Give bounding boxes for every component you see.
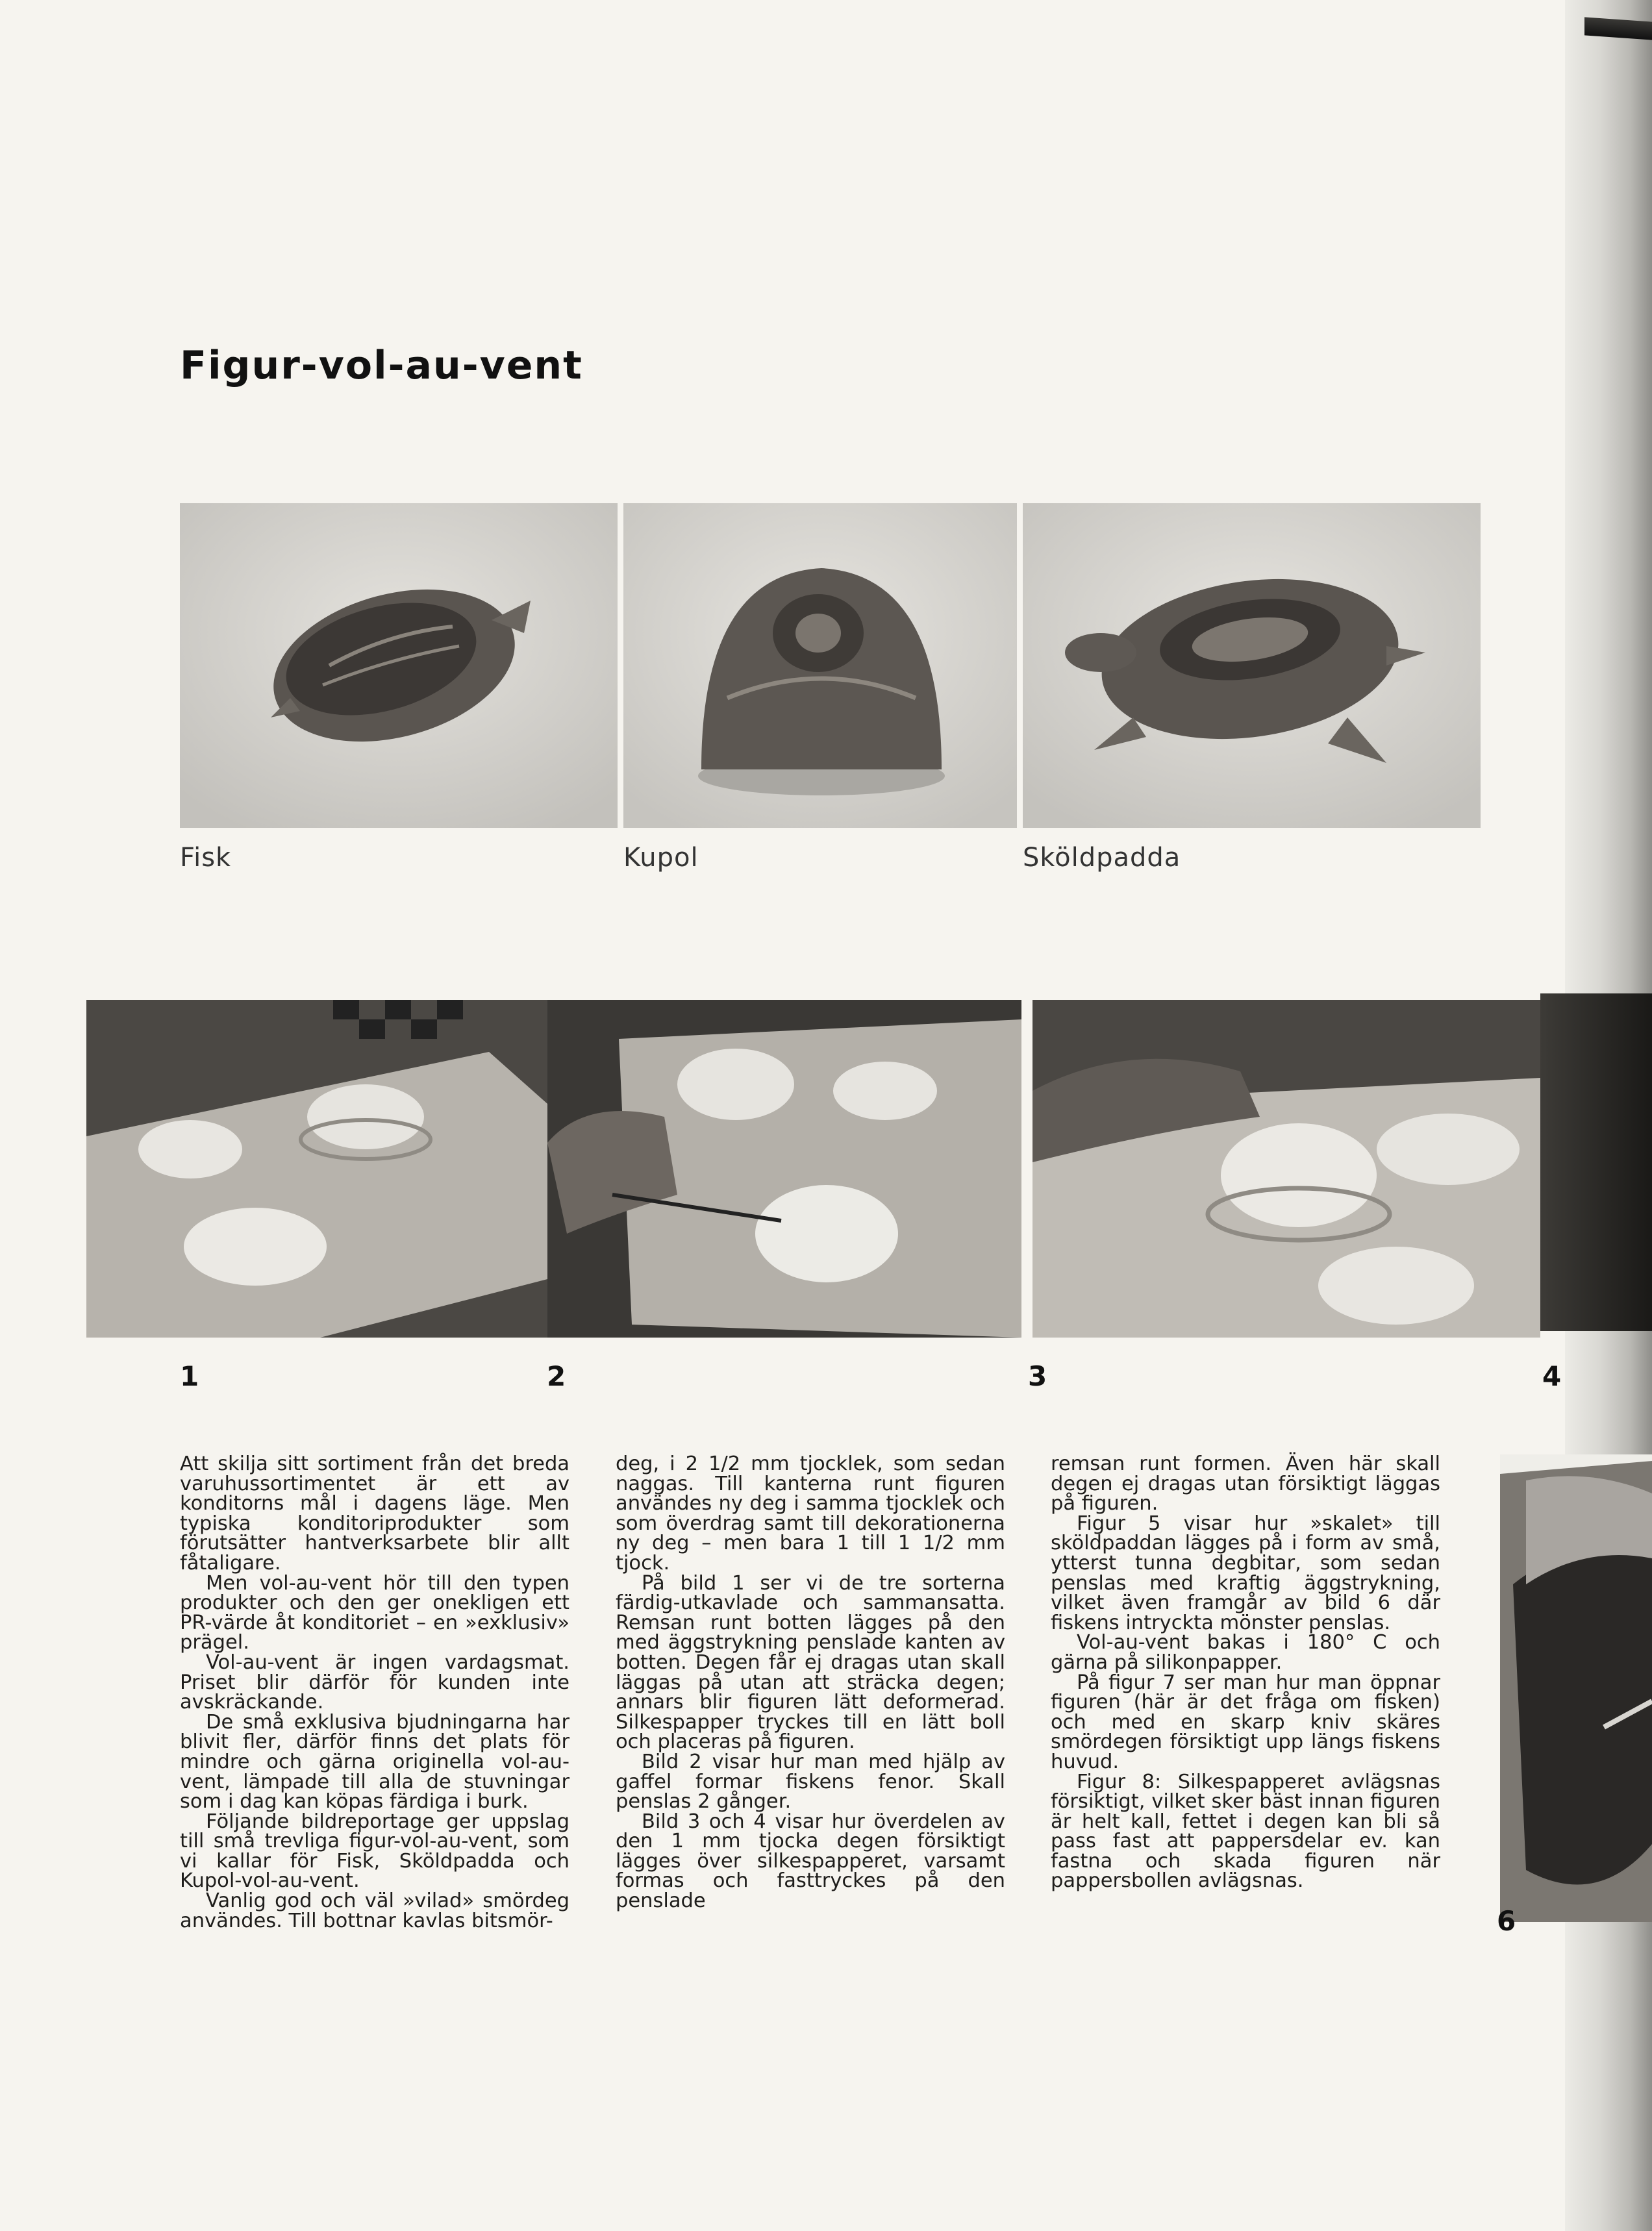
paragraph: Bild 3 och 4 visar hur överdelen av den 1 mm tjocka degen försiktigt lägges över silkespapperet, varsamt formas och fasttryckes på den penslade [616, 1810, 1005, 1913]
step-photo-4-edge [1540, 993, 1652, 1331]
step-number-2: 2 [547, 1360, 566, 1392]
paragraph: Bild 2 visar hur man med hjälp av gaffel formar fiskens fenor. Skall penslas 2 gånger. [616, 1750, 1005, 1813]
figure-number-6: 6 [1497, 1905, 1516, 1937]
step-number-3: 3 [1028, 1360, 1047, 1392]
text-column-1 [180, 1454, 569, 1931]
paragraph: Följande bildreportage ger uppslag till små trevliga figur-vol-au-vent, som vi kallar för Fisk, Sköldpadda och Kupol-vol-au-vent. [180, 1810, 569, 1893]
caption-kupol: Kupol [623, 843, 699, 873]
paragraph: Vol-au-vent bakas i 180° C och gärna på silikonpapper. [1051, 1631, 1440, 1674]
paragraph: Vol-au-vent är ingen vardagsmat. Priset blir därför för kunden inte avskräckande. [180, 1651, 569, 1714]
photo-skoldpadda [1023, 503, 1481, 828]
article-title: Figur-vol-au-vent [180, 343, 583, 388]
paragraph: Vanlig god och väl »vilad» smördeg användes. Till bottnar kavlas bitsmör- [180, 1889, 569, 1932]
edge-photo-6 [1500, 1454, 1652, 1922]
paragraph: Figur 8: Silkespapperet avlägsnas försiktigt, vilket sker bäst innan figuren är helt kall, fettet i degen kan bli så pass fast att pappersdelar ev. kan fastna och skada figuren när pappersbollen avlägsnas. [1051, 1770, 1440, 1893]
step-photo-2 [547, 1000, 1021, 1338]
photo-kupol [623, 503, 1017, 828]
step-photo-3 [1032, 1000, 1540, 1338]
paragraph: Men vol-au-vent hör till den typen produkter och den ger onekligen ett PR-värde åt konditoriet – en »exklusiv» prägel. [180, 1571, 569, 1654]
paragraph: På figur 7 ser man hur man öppnar figuren (här är det fråga om fisken) och med en skarp kniv skäres smördegen försiktigt upp längs fiskens huvud. [1051, 1671, 1440, 1773]
paragraph: deg, i 2 1/2 mm tjocklek, som sedan naggas. Till kanterna runt figuren användes ny deg i samma tjocklek och som överdrag samt till dekorationerna ny deg – men bara 1 till 1 1/2 mm tjock. [616, 1452, 1005, 1575]
caption-fisk: Fisk [180, 843, 232, 873]
text-column-2 [616, 1454, 1005, 1912]
step-photo-1 [86, 1000, 547, 1338]
paragraph: På bild 1 ser vi de tre sorterna färdig-utkavlade och sammansatta. Remsan runt botten lägges på den med äggstrykning penslade kanten av botten. Degen får ej dragas utan skall läggas på utan att sträcka degen; annars blir figuren lätt deformerad. Silkespapper tryckes till en lätt boll och placeras på figuren. [616, 1571, 1005, 1754]
photo-fisk [180, 503, 618, 828]
paragraph: Figur 5 visar hur »skalet» till sköldpaddan lägges på i form av små, ytterst tunna degbitar, som sedan penslas med kraftig äggstrykning, vilket även framgår av bild 6 där fiskens intryckta mönster penslas. [1051, 1512, 1440, 1634]
caption-skoldpadda: Sköldpadda [1023, 843, 1181, 873]
text-column-3 [1051, 1454, 1440, 1891]
paragraph: Att skilja sitt sortiment från det breda varuhussortimentet är ett av konditorns mål i dagens läge. Men typiska konditoriprodukter som förutsätter hantverksarbete blir allt fåtaligare. [180, 1452, 569, 1575]
paragraph: De små exklusiva bjudningarna har blivit fler, därför finns det plats för mindre och gärna originella vol-au-vent, lämpade till alla de stuvningar som i dag kan köpas färdiga i burk. [180, 1710, 569, 1813]
step-number-1: 1 [180, 1360, 199, 1392]
paragraph: remsan runt formen. Även här skall degen ej dragas utan försiktigt läggas på figuren. [1051, 1452, 1440, 1515]
step-number-4: 4 [1542, 1360, 1562, 1392]
